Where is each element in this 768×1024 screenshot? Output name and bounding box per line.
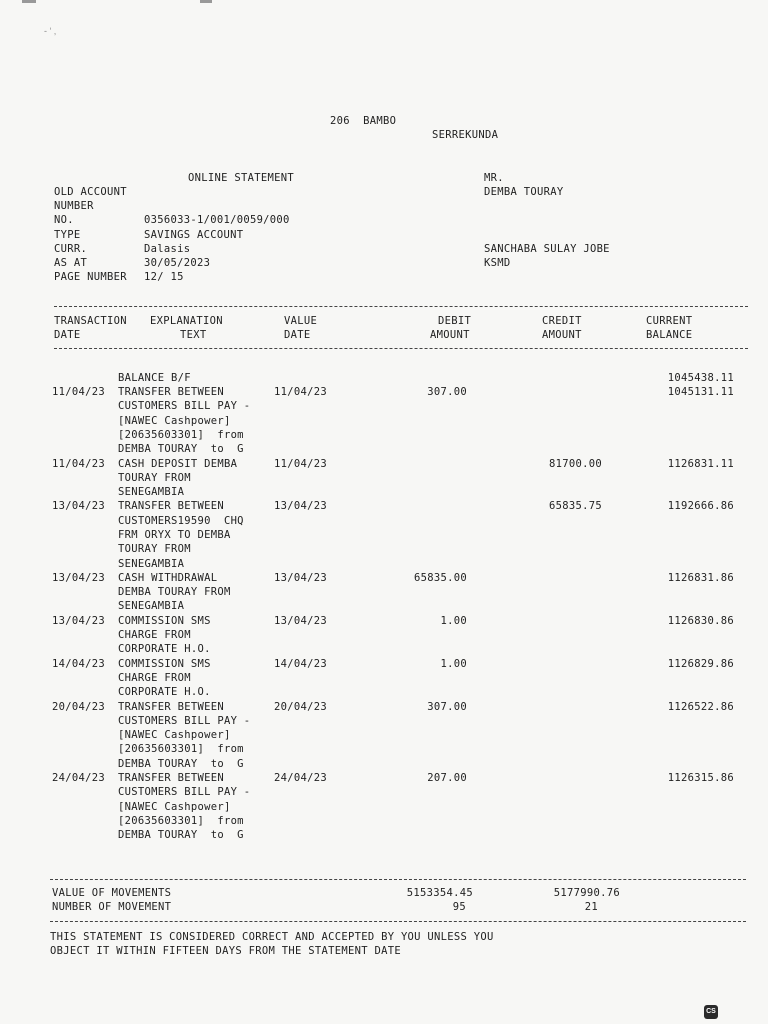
transaction-debit: 307.00 — [427, 700, 467, 713]
total-debit-count: 95 — [452, 901, 466, 913]
disclaimer-line1: THIS STATEMENT IS CONSIDERED CORRECT AND ACCEPTED BY YOU UNLESS YOU — [50, 931, 494, 943]
disclaimer-line2: OBJECT IT WITHIN FIFTEEN DAYS FROM THE STATEMENT DATE — [50, 945, 401, 957]
transaction-text-line: CASH WITHDRAWAL — [118, 571, 218, 584]
as-at-label: AS AT — [54, 257, 88, 269]
page-number: 12/ 15 — [144, 271, 184, 283]
account-no-label: NO. — [54, 214, 74, 226]
col-balance: BALANCE — [646, 329, 693, 341]
customer-name: DEMBA TOURAY — [484, 186, 564, 198]
transaction-balance: 1126831.86 — [667, 571, 734, 584]
transaction-text-line: [NAWEC Cashpower] — [118, 800, 231, 813]
transaction-row — [0, 457, 768, 500]
header-bottom-rule — [54, 348, 748, 349]
transaction-value-date: 11/04/23 — [274, 457, 327, 470]
transaction-debit: 1.00 — [440, 657, 467, 670]
transaction-date: 13/04/23 — [52, 500, 105, 513]
balance-bf-label: BALANCE B/F — [118, 372, 191, 384]
transaction-row — [0, 614, 768, 657]
col-transaction-date: DATE — [54, 329, 81, 341]
transaction-text-line: [20635603301] from — [118, 743, 244, 756]
transaction-text-line: SENEGAMBIA — [118, 600, 185, 613]
transaction-text-line: FRM ORYX TO DEMBA — [118, 528, 231, 541]
transaction-balance: 1126522.86 — [667, 700, 734, 713]
transaction-text-line: DEMBA TOURAY FROM — [118, 586, 231, 599]
transaction-balance: 1126830.86 — [667, 614, 734, 627]
customer-address-line1: SANCHABA SULAY JOBE — [484, 243, 610, 255]
transaction-debit: 207.00 — [427, 772, 467, 785]
col-debit: DEBIT — [438, 315, 472, 327]
transaction-text-line: TRANSFER BETWEEN — [118, 386, 224, 398]
col-current: CURRENT — [646, 315, 693, 327]
transaction-row — [0, 771, 768, 843]
transaction-text-line: TRANSFER BETWEEN — [118, 500, 224, 513]
col-explanation: EXPLANATION — [150, 315, 223, 327]
balance-bf-value: 1045438.11 — [667, 372, 734, 384]
number-of-movement-label: NUMBER OF MOVEMENT — [52, 901, 172, 913]
transaction-text-line: TOURAY FROM — [118, 543, 191, 556]
col-credit-amount: AMOUNT — [542, 329, 582, 341]
transaction-balance: 1126315.86 — [667, 772, 734, 785]
transaction-text-line: [NAWEC Cashpower] — [118, 414, 231, 427]
transaction-value-date: 20/04/23 — [274, 700, 327, 713]
scan-mark — [22, 0, 36, 3]
currency: Dalasis — [144, 243, 191, 255]
header-top-rule — [54, 306, 748, 307]
transaction-credit: 81700.00 — [549, 457, 602, 470]
totals-bottom-rule — [50, 921, 746, 922]
transaction-date: 13/04/23 — [52, 571, 105, 584]
transaction-text-line: CHARGE FROM — [118, 671, 191, 684]
transaction-date: 13/04/23 — [52, 614, 105, 627]
transaction-row — [0, 571, 768, 614]
scanner-badge: CS — [704, 1005, 718, 1019]
transaction-text-line: CUSTOMERS BILL PAY - — [118, 786, 251, 799]
transaction-debit: 65835.00 — [414, 571, 467, 584]
transaction-balance: 1126829.86 — [667, 657, 734, 670]
transaction-text-line: [NAWEC Cashpower] — [118, 729, 231, 742]
transaction-text-line: CORPORATE H.O. — [118, 686, 211, 699]
scan-speck: - ‘ ‚ — [44, 26, 56, 36]
transaction-value-date: 13/04/23 — [274, 571, 327, 584]
transaction-text-line: [20635603301] from — [118, 428, 244, 441]
number-label: NUMBER — [54, 200, 94, 212]
col-text: TEXT — [180, 329, 207, 341]
transaction-balance: 1126831.11 — [667, 457, 734, 470]
transaction-value-date: 24/04/23 — [274, 772, 327, 785]
transaction-text-line: SENEGAMBIA — [118, 557, 185, 570]
transaction-date: 11/04/23 — [52, 386, 105, 398]
transaction-value-date: 11/04/23 — [274, 386, 327, 398]
total-credit-value: 5177990.76 — [553, 887, 620, 899]
total-debit-value: 5153354.45 — [406, 887, 473, 899]
transaction-text-line: CASH DEPOSIT DEMBA — [118, 457, 238, 470]
transaction-text-line: CUSTOMERS19590 CHQ — [118, 514, 244, 527]
transaction-debit: 307.00 — [427, 386, 467, 398]
customer-title: MR. — [484, 172, 504, 184]
total-credit-count: 21 — [584, 901, 598, 913]
transaction-value-date: 14/04/23 — [274, 657, 327, 670]
transaction-text-line: CUSTOMERS BILL PAY - — [118, 714, 251, 727]
transaction-row — [0, 700, 768, 772]
transaction-row — [0, 385, 768, 457]
transaction-date: 24/04/23 — [52, 772, 105, 785]
scan-mark — [200, 0, 212, 3]
transaction-text-line: DEMBA TOURAY to G — [118, 443, 244, 456]
page-number-label: PAGE NUMBER — [54, 271, 127, 283]
transaction-value-date: 13/04/23 — [274, 614, 327, 627]
transaction-text-line: [20635603301] from — [118, 814, 244, 827]
account-type: SAVINGS ACCOUNT — [144, 229, 244, 241]
as-at-date: 30/05/2023 — [144, 257, 211, 269]
transaction-debit: 1.00 — [440, 614, 467, 627]
transaction-text-line: COMMISSION SMS — [118, 614, 211, 627]
transaction-row — [0, 657, 768, 700]
transaction-value-date: 13/04/23 — [274, 500, 327, 513]
transaction-text-line: TOURAY FROM — [118, 471, 191, 484]
transaction-text-line: DEMBA TOURAY to G — [118, 757, 244, 770]
col-debit-amount: AMOUNT — [430, 329, 470, 341]
transaction-credit: 65835.75 — [549, 500, 602, 513]
transaction-text-line: CORPORATE H.O. — [118, 643, 211, 656]
transaction-text-line: COMMISSION SMS — [118, 657, 211, 670]
transaction-balance: 1045131.11 — [667, 386, 734, 398]
transaction-balance: 1192666.86 — [667, 500, 734, 513]
transaction-text-line: CHARGE FROM — [118, 629, 191, 642]
customer-address-line2: KSMD — [484, 257, 511, 269]
statement-title: ONLINE STATEMENT — [188, 172, 294, 184]
currency-label: CURR. — [54, 243, 88, 255]
col-credit: CREDIT — [542, 315, 582, 327]
transaction-text-line: DEMBA TOURAY to G — [118, 829, 244, 842]
branch-location: SERREKUNDA — [432, 129, 499, 141]
totals-top-rule — [50, 879, 746, 880]
col-transaction: TRANSACTION — [54, 315, 127, 327]
transaction-row — [0, 499, 768, 571]
col-value: VALUE — [284, 315, 318, 327]
transaction-text-line: SENEGAMBIA — [118, 486, 185, 499]
transaction-text-line: CUSTOMERS BILL PAY - — [118, 400, 251, 413]
transaction-date: 14/04/23 — [52, 657, 105, 670]
transaction-date: 20/04/23 — [52, 700, 105, 713]
col-value-date: DATE — [284, 329, 311, 341]
account-number: 0356033-1/001/0059/000 — [144, 214, 290, 226]
transaction-text-line: TRANSFER BETWEEN — [118, 772, 224, 785]
branch-name: 206 BAMBO — [330, 115, 397, 127]
transaction-text-line: TRANSFER BETWEEN — [118, 700, 224, 713]
value-of-movements-label: VALUE OF MOVEMENTS — [52, 887, 172, 899]
transaction-date: 11/04/23 — [52, 457, 105, 470]
old-account-label: OLD ACCOUNT — [54, 186, 127, 198]
account-type-label: TYPE — [54, 229, 81, 241]
